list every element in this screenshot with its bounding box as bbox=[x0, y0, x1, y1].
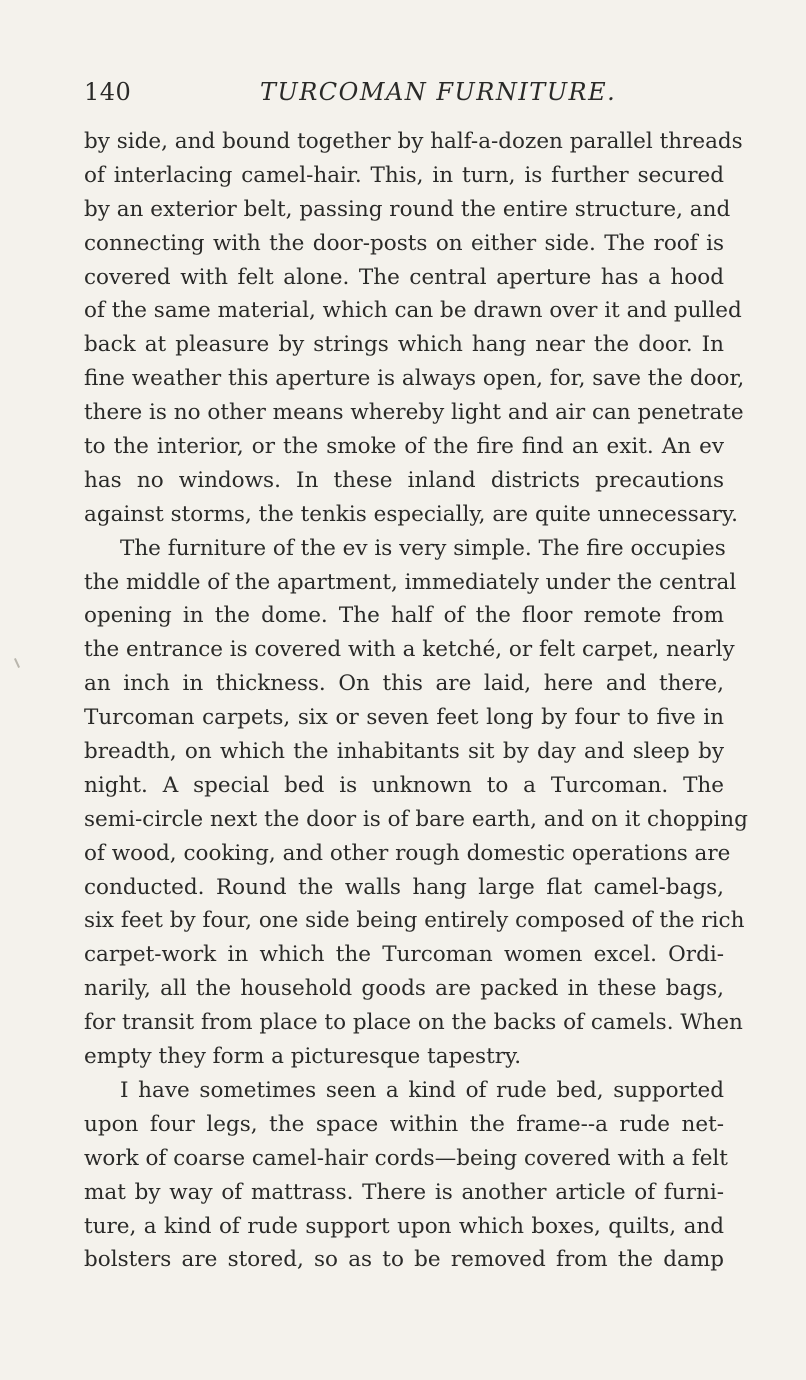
text-line: the middle of the apartment, immediately under the central bbox=[84, 569, 737, 595]
text-line: an inch in thickness. On this are laid, here and there, bbox=[84, 671, 724, 697]
paper-speck bbox=[14, 658, 20, 668]
text-line: ture, a kind of rude support upon which boxes, quilts, and bbox=[84, 1213, 724, 1239]
text-line: has no windows. In these inland districts precautions bbox=[84, 467, 724, 493]
text-line: bolsters are stored, so as to be removed from the damp bbox=[84, 1247, 724, 1273]
text-line: Turcoman carpets, six or seven feet long by four to five in bbox=[84, 705, 724, 731]
text-line: six feet by four, one side being entirely composed of the rich bbox=[84, 908, 745, 934]
text-line: the entrance is covered with a ketché, or felt carpet, nearly bbox=[84, 637, 735, 663]
text-line: carpet-work in which the Turcoman women excel. Ordi- bbox=[84, 942, 724, 968]
text-line: of interlacing camel-hair. This, in turn, is further secured bbox=[84, 162, 724, 188]
text-line: back at pleasure by strings which hang near the door. In bbox=[84, 332, 724, 358]
running-title: TURCOMAN FURNITURE. bbox=[260, 78, 617, 106]
body-text bbox=[84, 125, 748, 1277]
text-line: upon four legs, the space within the frame--a rude net- bbox=[84, 1111, 724, 1137]
page-header bbox=[84, 78, 724, 118]
text-line: night. A special bed is unknown to a Turcoman. The bbox=[84, 772, 724, 798]
text-line: connecting with the door-posts on either side. The roof is bbox=[84, 230, 724, 256]
text-line: of the same material, which can be drawn over it and pulled bbox=[84, 298, 742, 324]
text-line: of wood, cooking, and other rough domestic operations are bbox=[84, 840, 731, 866]
text-line: against storms, the tenkis especially, are quite unnecessary. bbox=[84, 501, 738, 527]
text-line: for transit from place to place on the backs of camels. When bbox=[84, 1010, 743, 1036]
text-line: there is no other means whereby light and air can penetrate bbox=[84, 400, 744, 426]
text-line: work of coarse camel-hair cords—being covered with a felt bbox=[84, 1145, 728, 1171]
page-number: 140 bbox=[84, 78, 132, 106]
text-line: by an exterior belt, passing round the entire structure, and bbox=[84, 196, 731, 222]
text-line: mat by way of mattrass. There is another article of furni- bbox=[84, 1179, 724, 1205]
text-line: opening in the dome. The half of the floor remote from bbox=[84, 603, 724, 629]
text-line: to the interior, or the smoke of the fire find an exit. An ev bbox=[84, 434, 724, 460]
text-line: conducted. Round the walls hang large flat camel-bags, bbox=[84, 874, 724, 900]
text-line: narily, all the household goods are packed in these bags, bbox=[84, 976, 724, 1002]
text-line: breadth, on which the inhabitants sit by day and sleep by bbox=[84, 739, 724, 765]
text-line: empty they form a picturesque tapestry. bbox=[84, 1044, 522, 1070]
text-line: covered with felt alone. The central aperture has a hood bbox=[84, 264, 724, 290]
text-line: fine weather this aperture is always open, for, save the door, bbox=[84, 366, 745, 392]
text-line: by side, and bound together by half-a-dozen parallel threads bbox=[84, 129, 743, 154]
text-line: The furniture of the ev is very simple. The fire occupies bbox=[120, 535, 726, 561]
text-line: I have sometimes seen a kind of rude bed, supported bbox=[120, 1077, 724, 1103]
text-line: semi-circle next the door is of bare earth, and on it chopping bbox=[84, 806, 748, 832]
